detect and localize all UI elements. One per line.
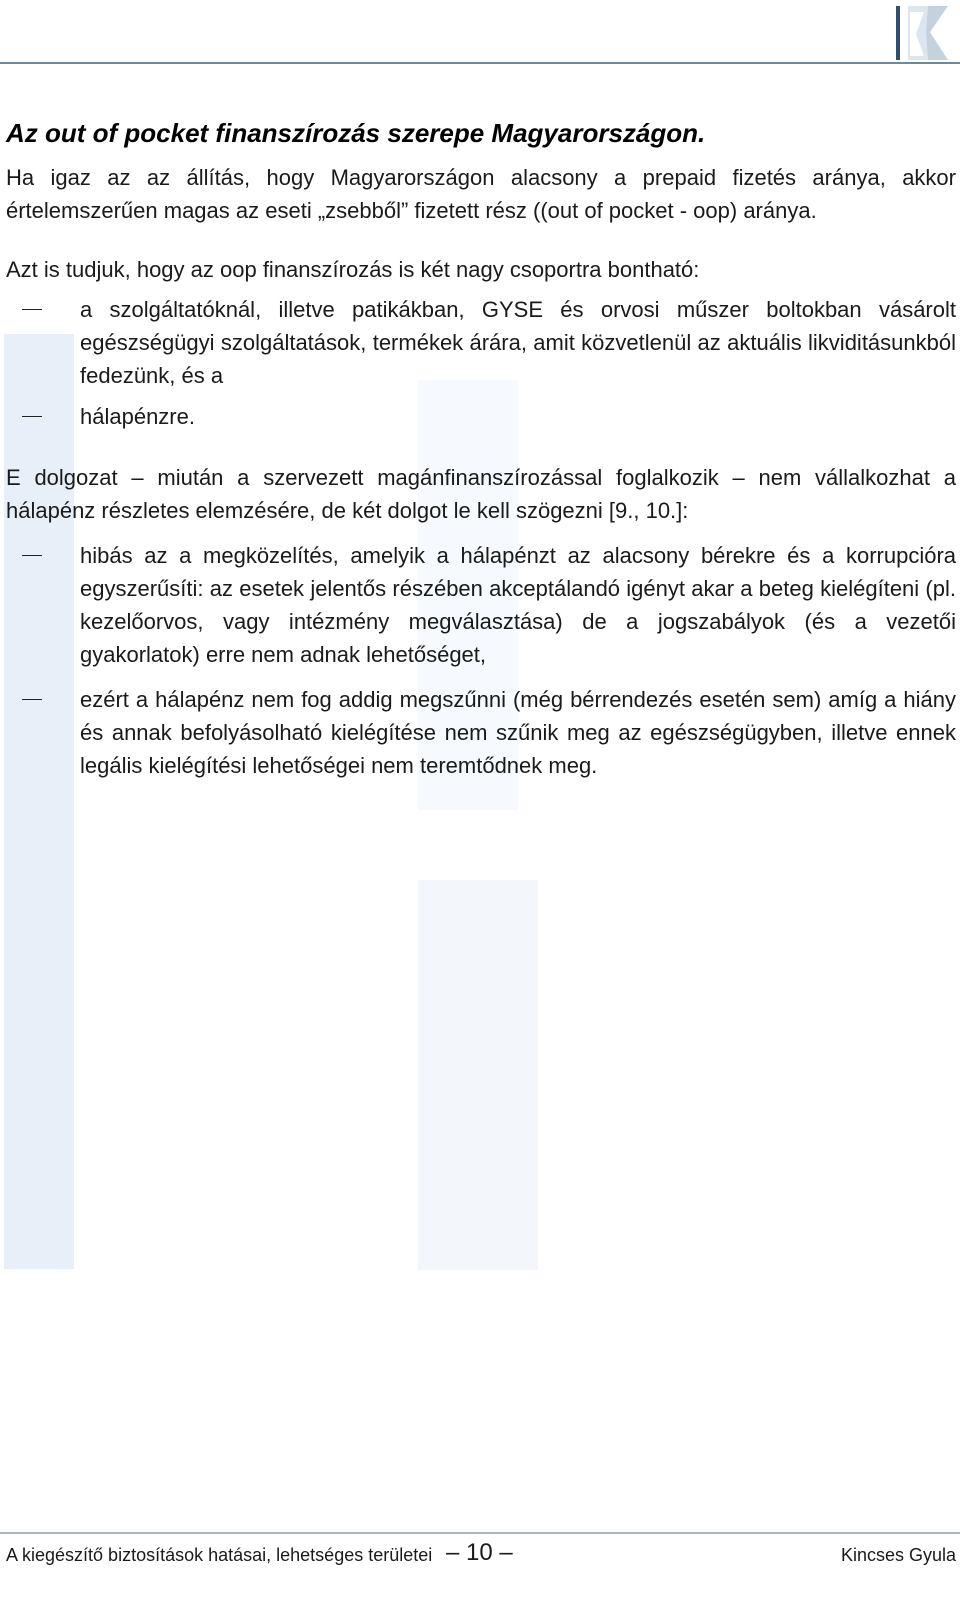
- list-item-text: a szolgáltatóknál, illetve patikákban, GYSE és orvosi műszer boltokban vásárolt egészségügyi szolgáltatások, termékek árára, amit közvetlenül az aktuális likviditásunkból fedezünk, és a: [80, 297, 956, 388]
- footer-author: Kincses Gyula: [840, 1545, 956, 1565]
- list-item: [80, 293, 956, 392]
- list-item: [80, 539, 956, 671]
- page-footer: [6, 1539, 956, 1575]
- dash-bullet-icon: [22, 699, 42, 700]
- list-item-text: hibás az a megközelítés, amelyik a hálapénzt az alacsony bérekre és a korrupcióra egyszerűsíti: az esetek jelentős részében akceptálandó igényt akar a beteg kielégíteni (pl. kezelőorvos, vagy intézmény megválasztása) de a jogszabályok (és a vezetői gyakorlatok) erre nem adnak lehetőséget,: [80, 543, 956, 667]
- watermark-shape: [418, 880, 538, 1270]
- section-title: Az out of pocket finanszírozás szerepe Magyarországon.: [6, 118, 706, 148]
- list-item-text: hálapénzre.: [80, 404, 195, 429]
- list-item: [80, 683, 956, 782]
- page-number: – 10 –: [446, 1539, 513, 1566]
- header-rule: [0, 62, 960, 64]
- paragraph: Azt is tudjuk, hogy az oop finanszírozás is két nagy csoportra bontható:: [6, 257, 700, 282]
- publisher-logo-icon: [896, 6, 956, 62]
- footer-rule: [0, 1532, 960, 1534]
- paragraph: Ha igaz az az állítás, hogy Magyarországon alacsony a prepaid fizetés aránya, akkor értelemszerűen magas az eseti „zsebből” fizetett rész ((out of pocket - oop) aránya.: [6, 165, 956, 223]
- dash-bullet-icon: [22, 555, 42, 556]
- list-item: [80, 400, 956, 433]
- dash-bullet-icon: [22, 309, 42, 310]
- paragraph: E dolgozat – miután a szervezett magánfinanszírozással foglalkozik – nem vállalkozhat a hálapénz részletes elemzésére, de két dolgot le kell szögezni [9., 10.]:: [6, 465, 956, 523]
- footer-book-title: A kiegészítő biztosítások hatásai, lehetséges területei: [6, 1545, 433, 1565]
- list-item-text: ezért a hálapénz nem fog addig megszűnni (még bérrendezés esetén sem) amíg a hiány és annak befolyásolható kielégítése nem szűnik meg az egészségügyben, illetve ennek legális kielégítési lehetőségei nem teremtődnek meg.: [80, 687, 956, 778]
- dash-bullet-icon: [22, 416, 42, 417]
